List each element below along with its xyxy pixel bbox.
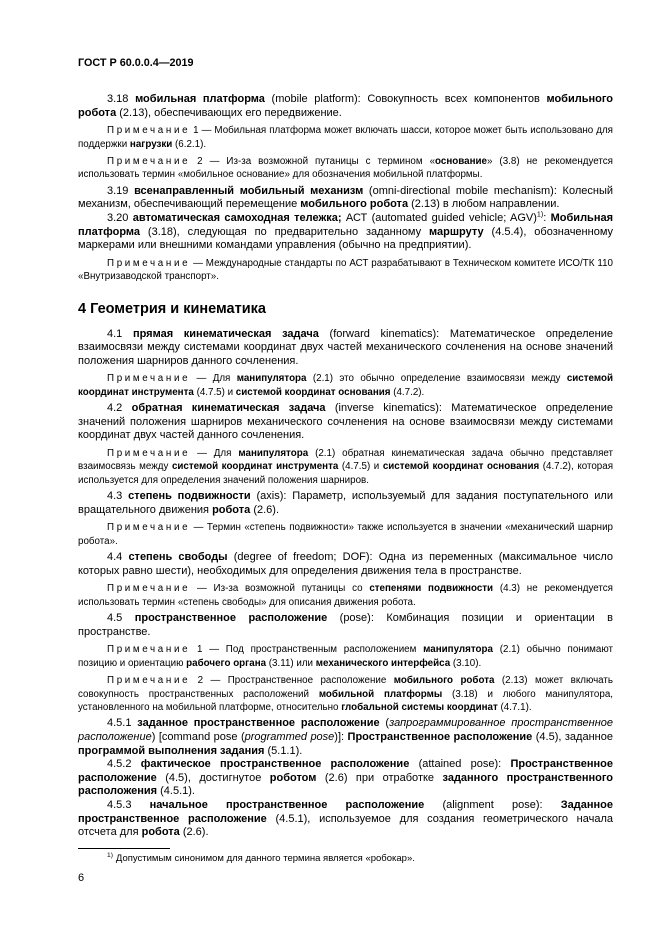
- text-run: 4.4: [107, 551, 129, 564]
- bold-term: мобильная платформа: [135, 93, 265, 105]
- text-run: 3.18: [107, 93, 136, 105]
- text-run: (4.5.1), используемое для создания геометрического начала отсчета для: [78, 812, 613, 839]
- text-run: (axis): Параметр, используемый для задания поступательного или вращательного движения: [78, 490, 613, 516]
- note-label: Примечание: [107, 125, 191, 137]
- bold-term: системой координат инструмента: [78, 373, 613, 398]
- text-run: (pose): Комбинация позиции и ориентации в пространстве.: [78, 612, 613, 638]
- bold-term: обратная кинематическая задача: [131, 402, 326, 415]
- page-number: 6: [78, 871, 85, 884]
- text-run: (forward kinematics): Математическое определение взаимосвязи между системами координат двух частей механического сочленения на основе значений положения шарниров данного сочленения.: [78, 327, 613, 367]
- term-entry: [78, 490, 613, 517]
- note-paragraph: [78, 155, 613, 182]
- italic-text: запрограммированное пространственное расположение: [78, 717, 613, 743]
- bold-term: пространственное расположение: [134, 612, 328, 625]
- bold-term: системой координат инструмента: [171, 461, 339, 473]
- footnote-reference: 1): [536, 210, 544, 219]
- italic-text: programmed pose: [244, 731, 335, 743]
- note-label: Примечание: [107, 644, 191, 656]
- text-run: — Для: [190, 447, 239, 459]
- text-run: 3.19: [107, 184, 135, 197]
- text-run: 1 — Под пространственным расположением: [190, 644, 424, 656]
- text-run: (2.6) при отработке: [316, 771, 443, 784]
- bold-term: степенями подвижности: [369, 583, 494, 595]
- text-run: 4.5.1: [107, 717, 138, 730]
- term-entry: [78, 185, 613, 212]
- text-run: (2.6).: [250, 503, 279, 516]
- bold-term: фактическое пространственное расположение: [140, 758, 410, 771]
- note-paragraph: [78, 674, 613, 714]
- bold-term: манипулятора: [423, 644, 493, 656]
- bold-term: механического интерфейса: [315, 657, 451, 669]
- bold-term: прямая кинематическая задача: [132, 327, 319, 340]
- text-run: (4.7.5) и: [338, 461, 383, 473]
- bold-term: Мобильная платформа: [78, 212, 613, 238]
- text-run: (4.5), заданное: [532, 731, 613, 743]
- text-run: 4.5: [107, 612, 135, 625]
- note-label: Примечание: [107, 522, 191, 534]
- note-label: Примечание: [107, 373, 191, 385]
- text-run: (2.6).: [179, 826, 209, 839]
- note-label: Примечание: [107, 447, 191, 459]
- text-run: (5.1.1).: [264, 744, 303, 757]
- term-entry: [78, 612, 613, 639]
- footnote-text: Допустимым синонимом для данного термина является «робокар».: [115, 852, 415, 864]
- note-label: Примечание: [107, 156, 191, 167]
- text-run: (4.5), достигнутое: [156, 771, 270, 784]
- bold-term: робота: [141, 826, 180, 839]
- term-entry: [78, 717, 613, 758]
- text-run: (2.13), обеспечивающих его передвижение.: [116, 106, 342, 119]
- bold-term: степень свободы: [128, 551, 228, 564]
- text-run: (inverse kinematics): Математическое определение значений положения шарниров механического сочленения на основе взаимосвязи между системами координат двух частей данного сочленения.: [78, 402, 613, 442]
- text-run: (2.1) это обычно определение взаимосвязи между: [306, 373, 567, 385]
- text-run: АСТ (automated guided vehicle; AGV): [341, 212, 537, 224]
- footnote-separator: [78, 848, 170, 849]
- bold-term: мобильного робота: [300, 198, 409, 211]
- note-paragraph: [78, 643, 613, 670]
- text-run: ) [command pose (: [151, 731, 245, 743]
- note-label: Примечание: [107, 257, 191, 269]
- document-body: [78, 93, 613, 840]
- bold-term: программой выполнения задания: [78, 744, 265, 757]
- text-run: (4.7.2), которая используется для определения значений положения шарниров.: [78, 461, 613, 486]
- bold-term: роботом: [269, 771, 317, 784]
- text-run: (degree of freedom; DOF): Одна из переменных (максимальное число которых равно шести), необходимых для определения движения тела в пространстве.: [78, 551, 614, 577]
- text-run: 4 Геометрия и кинематика: [78, 300, 266, 317]
- term-entry: [78, 328, 613, 369]
- text-run: (4.7.1).: [497, 702, 532, 713]
- text-run: 4.5.3: [107, 798, 150, 811]
- text-run: — Международные стандарты по АСТ разрабатывают в Техническом комитете ИСО/ТК 110 «Внутризаводской транспорт».: [78, 257, 613, 283]
- bold-term: автоматическая самоходная тележка;: [132, 212, 342, 224]
- bold-term: манипулятора: [236, 373, 307, 385]
- text-run: :: [543, 212, 551, 224]
- note-paragraph: [78, 521, 613, 548]
- bold-term: основание: [435, 156, 487, 167]
- text-run: (4.3) не рекомендуется использовать термин «степень свободы» для описания движения робота.: [78, 583, 613, 608]
- bold-term: всенаправленный мобильный механизм: [134, 184, 364, 197]
- note-paragraph: [78, 582, 613, 609]
- bold-term: нагрузки: [129, 138, 173, 150]
- text-run: (3.11) или: [266, 657, 316, 669]
- text-run: (4.7.2).: [390, 386, 425, 398]
- text-run: (3.10).: [450, 657, 482, 669]
- text-run: 3.20: [107, 212, 133, 224]
- text-run: 1 — Мобильная платформа может включать шасси, которое может быть использовано для поддержки: [78, 125, 613, 150]
- text-run: (2.13) может включать совокупность пространственных расположений: [78, 675, 614, 700]
- bold-term: Пространственное расположение: [347, 731, 533, 743]
- bold-term: заданное пространственное расположение: [137, 717, 380, 730]
- text-run: » (3.8) не рекомендуется использовать термин «мобильное основание» для обозначения мобильной платформы.: [78, 156, 613, 181]
- bold-term: мобильного робота: [393, 675, 495, 687]
- term-entry: [78, 93, 613, 120]
- note-paragraph: [78, 257, 613, 284]
- bold-term: мобильной платформы: [318, 688, 443, 700]
- term-entry: [78, 212, 613, 253]
- term-entry: [78, 402, 613, 443]
- bold-term: системой координат основания: [382, 461, 540, 473]
- bold-term: глобальной системы координат: [341, 702, 498, 713]
- text-run: 4.5.2: [107, 758, 141, 771]
- text-run: (2.1) обычно понимают позицию и ориентацию: [78, 644, 613, 669]
- note-label: Примечание: [107, 583, 191, 595]
- bold-term: заданного пространственного расположения: [78, 771, 613, 798]
- text-run: (: [379, 717, 390, 730]
- footnote: [78, 848, 613, 865]
- text-run: (mobile platform): Совокупность всех компонентов: [264, 93, 547, 105]
- bold-term: робота: [212, 503, 251, 516]
- text-run: — Для: [190, 373, 237, 385]
- bold-term: Пространственное расположение: [78, 758, 613, 784]
- bold-term: рабочего органа: [186, 657, 267, 669]
- text-run: (4.7.5) и: [193, 386, 236, 398]
- bold-term: мобильного робота: [78, 93, 614, 119]
- footnote-mark: 1): [107, 851, 113, 859]
- bold-term: маршруту: [429, 225, 484, 238]
- text-run: (4.5.1).: [157, 785, 195, 798]
- text-run: (6.2.1).: [172, 138, 207, 150]
- text-run: (alignment pose):: [424, 798, 561, 811]
- section-heading: [78, 300, 613, 318]
- bold-term: начальное пространственное расположение: [149, 798, 425, 811]
- text-run: (3.18) и любого манипулятора, установленного на мобильной платформе, относительно: [78, 688, 613, 713]
- bold-term: системой координат основания: [235, 386, 391, 398]
- text-run: (3.18), следующая по предварительно заданному: [140, 225, 430, 238]
- text-run: 4.2: [107, 402, 132, 415]
- bold-term: манипулятора: [238, 447, 309, 459]
- note-paragraph: [78, 447, 613, 487]
- note-paragraph: [78, 372, 613, 399]
- note-paragraph: [78, 124, 613, 151]
- text-run: 2 — Из-за возможной путаницы с термином «: [190, 156, 436, 167]
- document-code: ГОСТ Р 60.0.0.4—2019: [78, 57, 194, 69]
- text-run: (omni-directional mobile mechanism): Колесный механизм, обеспечивающий перемещение: [78, 184, 613, 211]
- text-run: (2.1) обратная кинематическая задача обычно представляет взаимосвязь между: [78, 447, 613, 473]
- text-run: (2.13) в любом направлении.: [408, 198, 560, 211]
- text-run: 4.3: [107, 490, 129, 503]
- footnote-entry: [78, 853, 613, 865]
- term-entry: [78, 551, 613, 578]
- note-label: Примечание: [107, 675, 191, 687]
- bold-term: Заданное пространственное расположение: [78, 798, 613, 825]
- bold-term: степень подвижности: [128, 490, 251, 503]
- term-entry: [78, 799, 613, 840]
- text-run: (attained pose):: [409, 758, 511, 771]
- text-run: )]:: [334, 731, 348, 743]
- text-run: — Термин «степень подвижности» также используется в значении «механический шарнир робота».: [78, 522, 613, 547]
- term-entry: [78, 758, 613, 799]
- text-run: 4.1: [107, 327, 133, 340]
- text-run: 2 — Пространственное расположение: [190, 675, 394, 687]
- text-run: (4.5.4), обозначенному маркерами или внешними командами управления (обычно на предприятии).: [78, 225, 613, 252]
- text-run: — Из-за возможной путаницы со: [190, 583, 370, 595]
